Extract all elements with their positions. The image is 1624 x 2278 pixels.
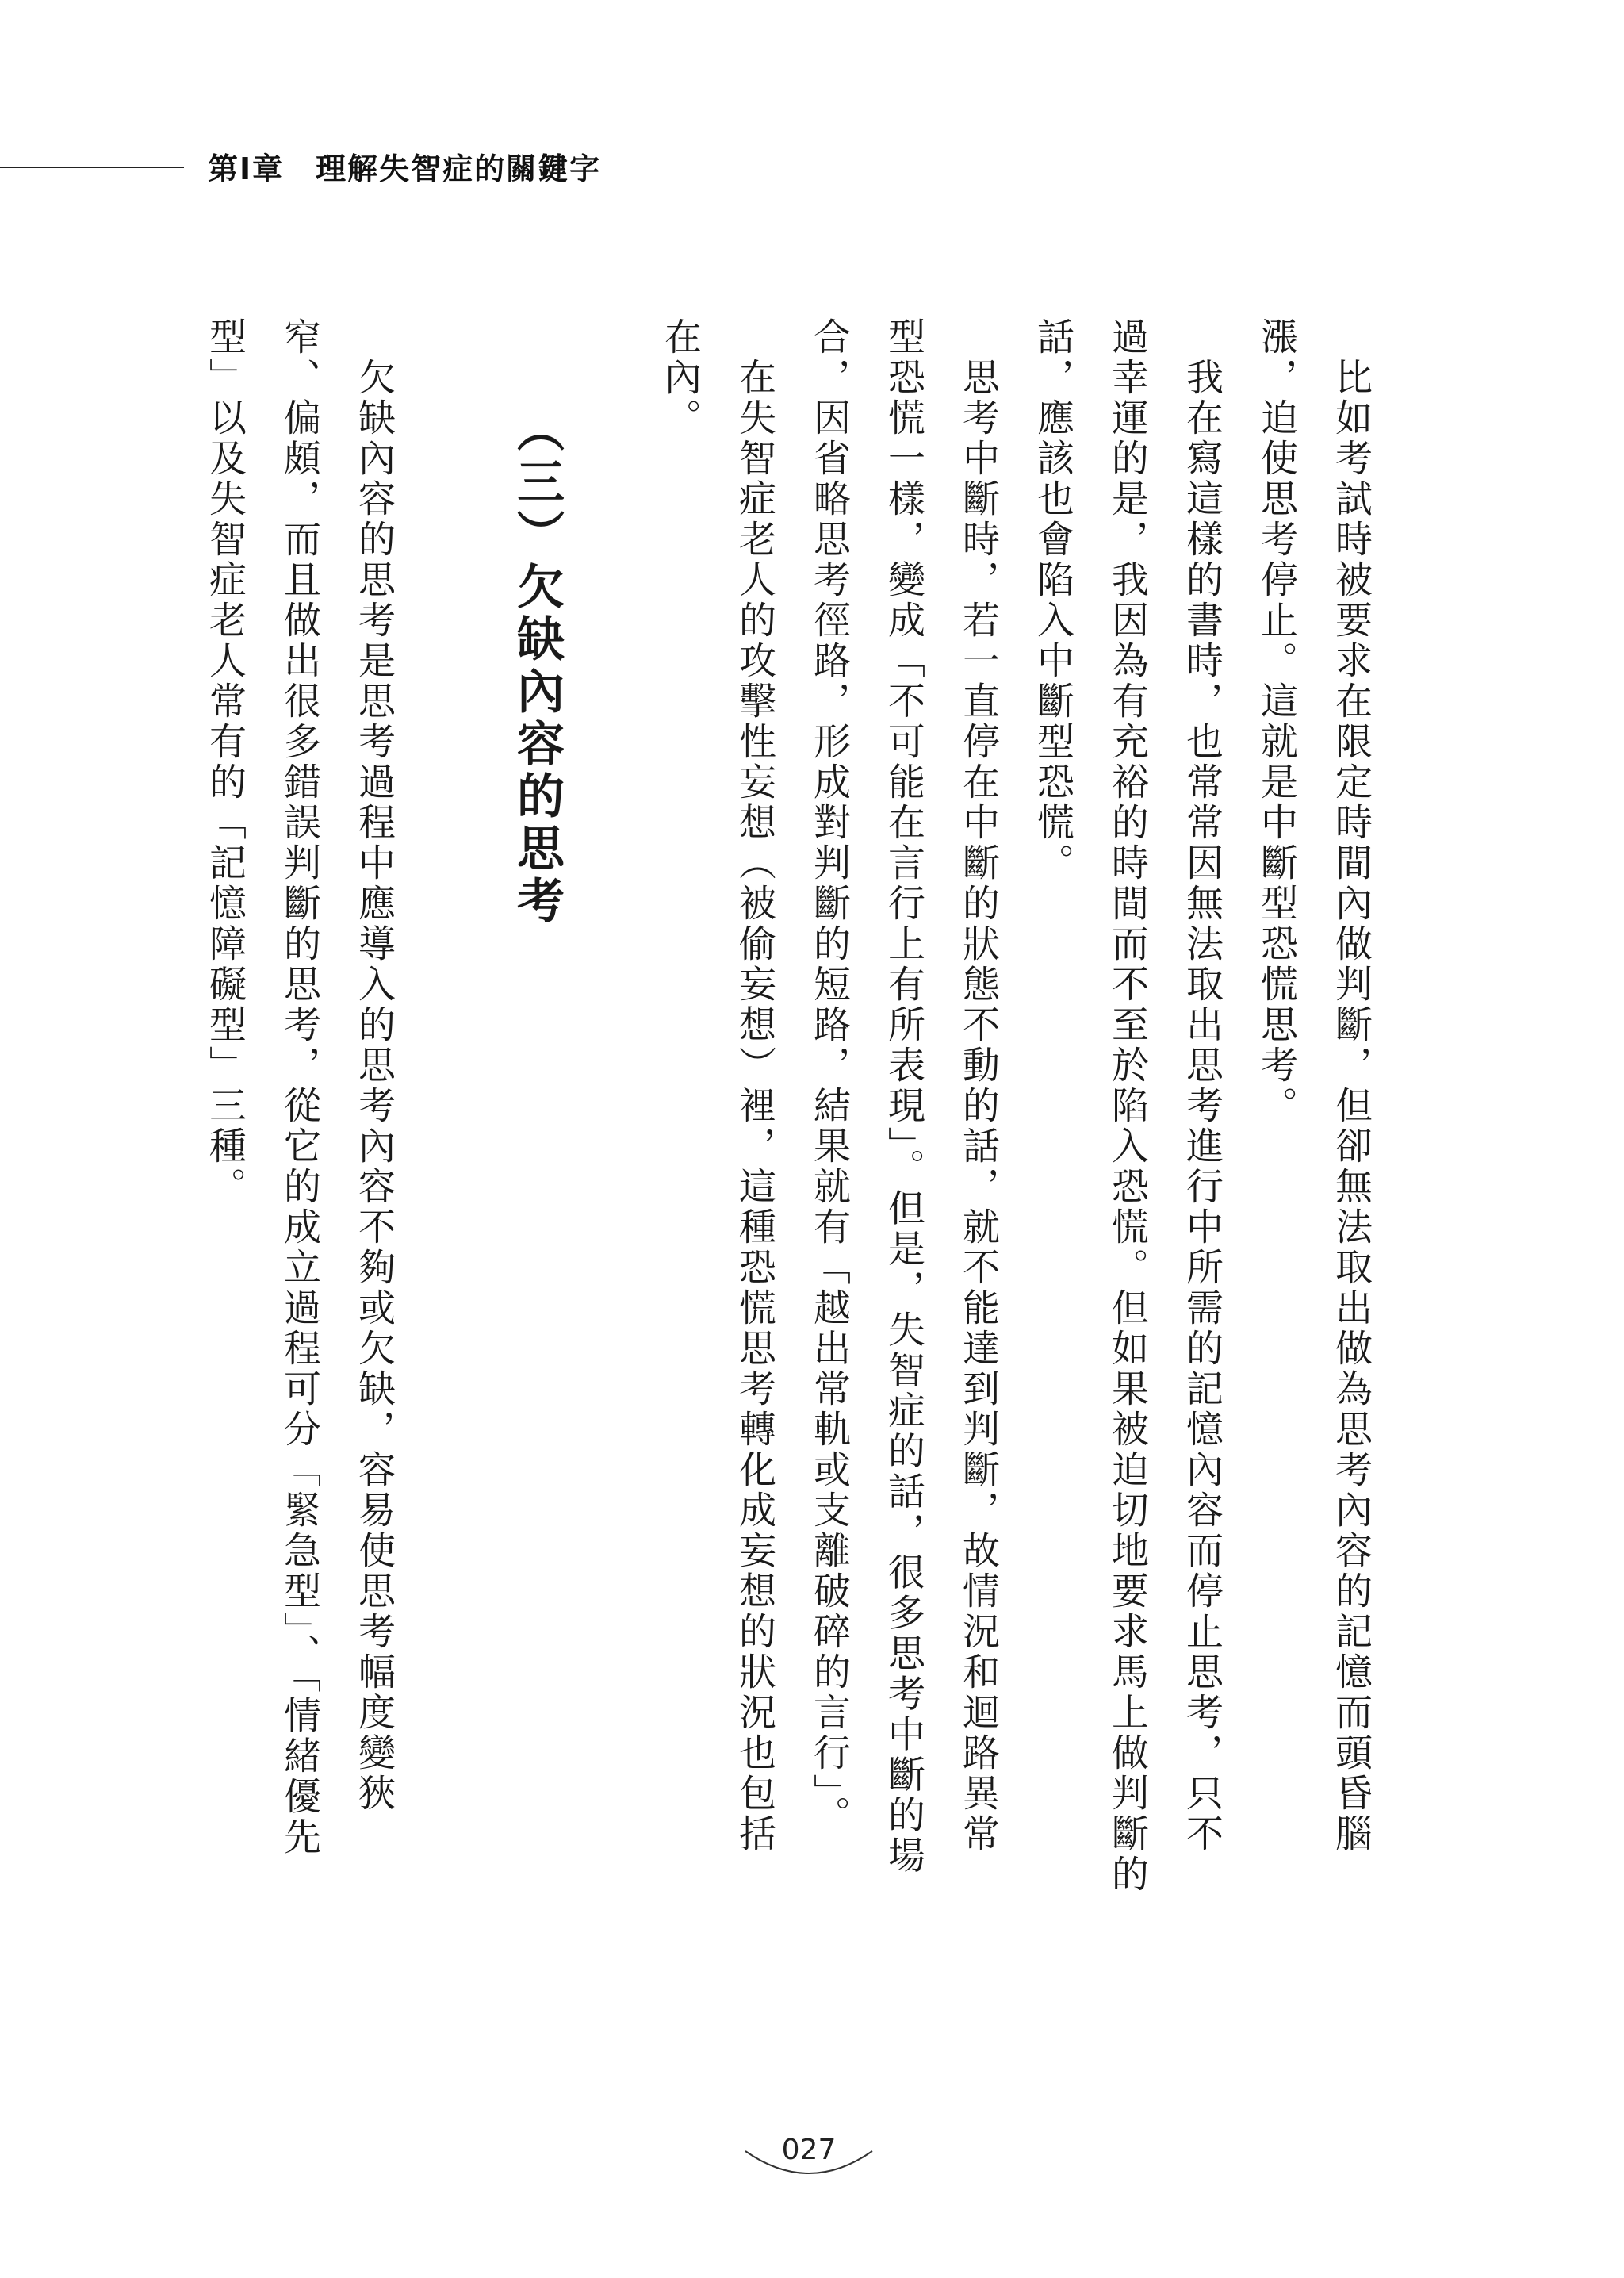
text-column: 欠缺內容的思考是思考過程中應導入的思考內容不夠或欠缺，容易使思考幅度變狹 — [352, 317, 396, 1814]
vertical-text-body — [167, 317, 1388, 2062]
text-column: 在內。 — [658, 317, 702, 439]
header-rule — [0, 167, 184, 168]
text-column: 在失智症老人的攻擊性妄想（被偷妄想）裡，這種恐慌思考轉化成妄想的狀況也包括 — [733, 317, 776, 1854]
page-number: 027 — [781, 2134, 837, 2166]
chapter-title: 第Ⅰ章 理解失智症的關鍵字 — [208, 151, 602, 186]
text-column: 過幸運的是，我因為有充裕的時間而不至於陷入恐慌。但如果被迫切地要求馬上做判斷的 — [1105, 317, 1149, 1895]
text-column: 型恐慌一樣，變成「不可能在言行上有所表現」。但是，失智症的話，很多思考中斷的場 — [882, 317, 925, 1877]
text-column: 型」以及失智症老人常有的「記憶障礙型」三種。 — [203, 317, 247, 1207]
section-heading: （三）欠缺內容的思考 — [509, 405, 565, 928]
text-column: 合，因省略思考徑路，形成對判斷的短路，結果就有「越出常軌或支離破碎的言行」。 — [807, 317, 851, 1836]
text-column: 我在寫這樣的書時，也常常因無法取出思考進行中所需的記憶內容而停止思考，只不 — [1180, 317, 1224, 1854]
column-spacer — [574, 317, 642, 2062]
text-column: 思考中斷時，若一直停在中斷的狀態不動的話，就不能達到判斷，故情況和迴路異常 — [956, 317, 1000, 1854]
running-header — [0, 144, 626, 192]
page-number-footer — [730, 2134, 888, 2189]
text-column: 比如考試時被要求在限定時間內做判斷，但卻無法取出做為思考內容的記憶而頭昏腦 — [1329, 317, 1373, 1854]
text-column: 漲，迫使思考停止。這就是中斷型恐慌思考。 — [1254, 317, 1298, 1126]
column-spacer — [411, 317, 479, 2062]
text-column: 話，應該也會陷入中斷型恐慌。 — [1031, 317, 1074, 884]
text-column: 窄、偏頗，而且做出很多錯誤判斷的思考，從它的成立過程可分「緊急型」、「情緒優先 — [278, 317, 321, 1858]
